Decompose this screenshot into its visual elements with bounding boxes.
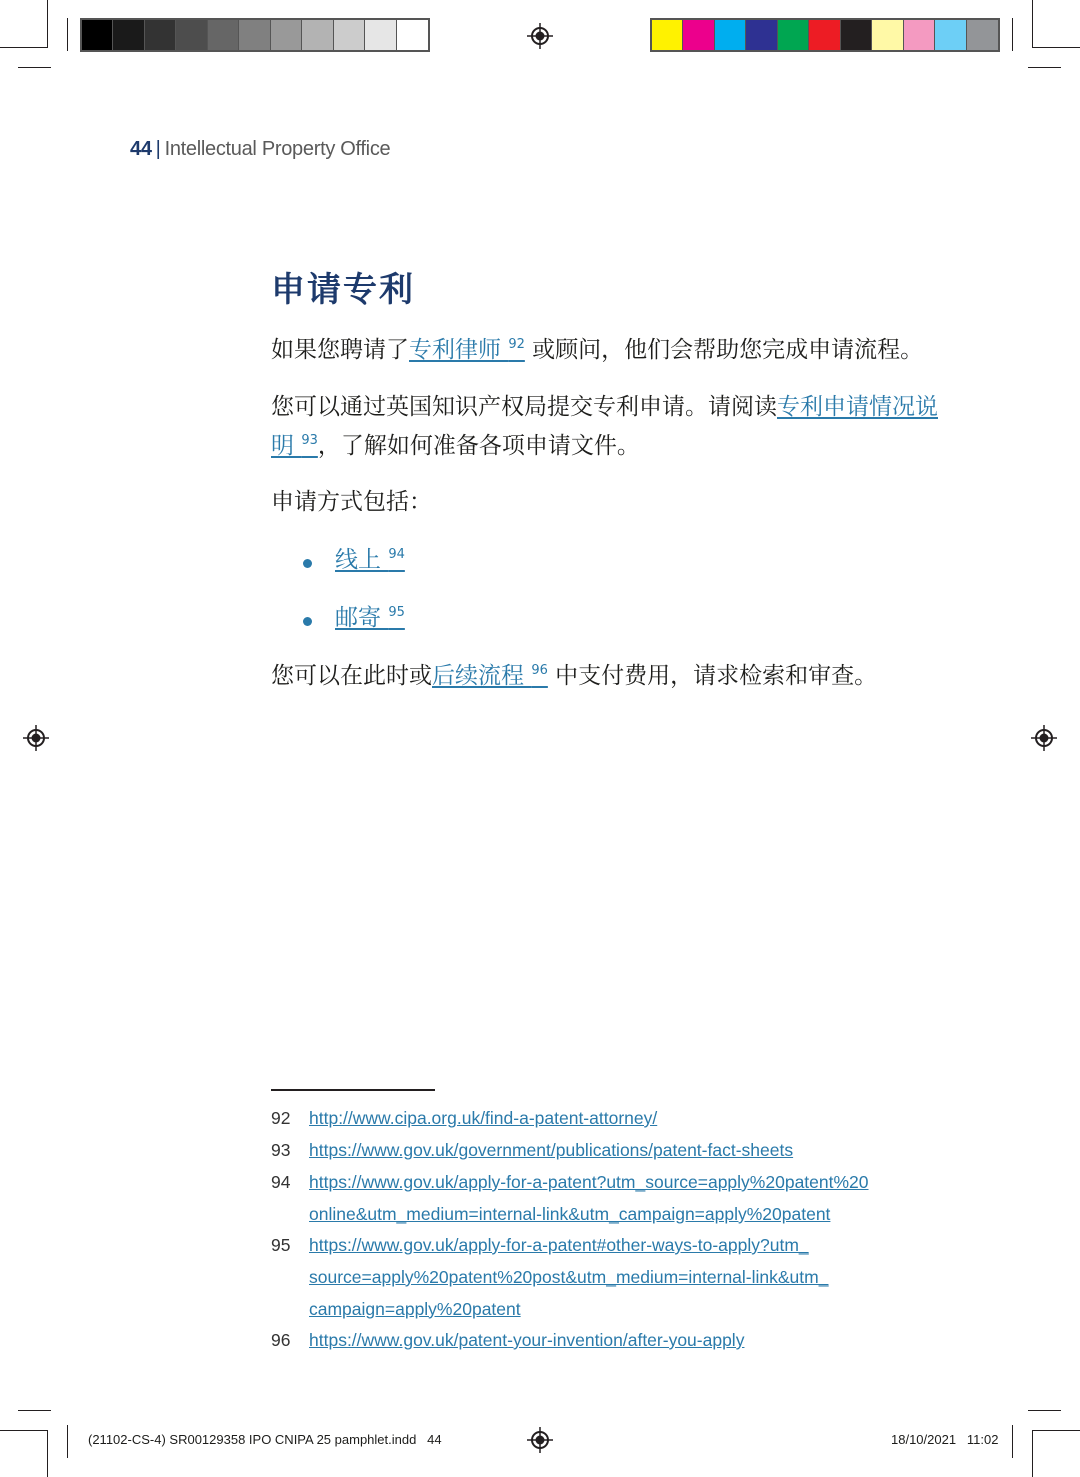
page-number: 44 xyxy=(130,138,152,160)
paragraph-attorney xyxy=(271,331,961,370)
footnote-number: 96 xyxy=(271,1330,291,1350)
slug-timestamp xyxy=(891,1432,999,1447)
process-color-swatch xyxy=(715,20,746,50)
paragraph-methods-intro: 申请方式包括： xyxy=(271,489,432,515)
registration-mark-icon xyxy=(1031,725,1057,751)
running-header xyxy=(130,138,390,161)
bullet-icon xyxy=(303,617,312,626)
footnote-93 xyxy=(271,1135,793,1167)
grayscale-swatch xyxy=(145,20,176,50)
grayscale-swatch xyxy=(82,20,113,50)
footnote-95 xyxy=(271,1230,828,1325)
header-separator: | xyxy=(155,138,161,160)
process-color-swatch xyxy=(778,20,809,50)
slug-date: 18/10/2021 xyxy=(891,1432,957,1447)
process-color-swatch xyxy=(841,20,872,50)
process-color-swatch xyxy=(904,20,935,50)
footnote-ref[interactable]: 95 xyxy=(388,605,405,620)
grayscale-swatch xyxy=(208,20,239,50)
footnote-number: 95 xyxy=(271,1235,291,1255)
text: 您可以在此时或 xyxy=(271,663,432,689)
process-color-bar xyxy=(650,18,1000,52)
grayscale-swatch xyxy=(334,20,365,50)
footnote-number: 93 xyxy=(271,1140,291,1160)
footnote-ref[interactable]: 93 xyxy=(301,433,318,448)
registration-mark-icon xyxy=(527,23,553,49)
grayscale-swatch xyxy=(176,20,207,50)
footnote-92 xyxy=(271,1103,657,1135)
registration-mark-icon xyxy=(527,1427,553,1453)
process-color-swatch xyxy=(967,20,998,50)
text: 中支付费用，请求检索和审查。 xyxy=(555,663,878,689)
apply-by-post-link[interactable]: 邮寄 $^{95}$ xyxy=(335,605,405,631)
footnote-ref[interactable]: 94 xyxy=(388,547,405,562)
footnote-url[interactable]: https://www.gov.uk/apply-for-a-patent?utm_source=apply%20patent%20 xyxy=(309,1172,869,1192)
process-color-swatch xyxy=(809,20,840,50)
footnote-number: 94 xyxy=(271,1172,291,1192)
publisher-title: Intellectual Property Office xyxy=(164,138,391,160)
text: 或顾问，他们会帮助您完成申请流程。 xyxy=(532,337,924,363)
footnote-url[interactable]: http://www.cipa.org.uk/find-a-patent-attorney/ xyxy=(309,1108,658,1128)
after-you-apply-link[interactable]: 后续流程 $^{96}$ xyxy=(432,663,548,689)
grayscale-swatch xyxy=(302,20,333,50)
footnote-divider xyxy=(271,1089,435,1091)
footnote-url[interactable]: https://www.gov.uk/patent-your-invention/after-you-apply xyxy=(309,1330,745,1350)
footnote-number: 92 xyxy=(271,1108,291,1128)
grayscale-swatch xyxy=(365,20,396,50)
slug-time: 11:02 xyxy=(966,1432,999,1447)
text: 您可以通过英国知识产权局提交专利申请。请阅读 xyxy=(271,394,777,420)
footnote-96 xyxy=(271,1325,744,1357)
footnote-url[interactable]: https://www.gov.uk/apply-for-a-patent#other-ways-to-apply?utm_ xyxy=(309,1235,809,1255)
bullet-icon xyxy=(303,559,312,568)
footnote-url-continued[interactable]: online&utm_medium=internal-link&utm_campaign=apply%20patent xyxy=(309,1203,831,1224)
process-color-swatch xyxy=(872,20,903,50)
process-color-swatch xyxy=(746,20,777,50)
list-item-post xyxy=(335,599,405,638)
footnote-url[interactable]: https://www.gov.uk/government/publications/patent-fact-sheets xyxy=(309,1140,794,1160)
patent-fact-sheets-link[interactable]: 专利申请情况说 明 $^{93}$ xyxy=(271,394,938,459)
text: 如果您聘请了 xyxy=(271,337,409,363)
footnote-url-continued[interactable]: source=apply%20patent%20post&utm_medium=internal-link&utm_ xyxy=(309,1266,829,1287)
footnote-url-continued[interactable]: campaign=apply%20patent xyxy=(309,1298,521,1319)
paragraph-fees xyxy=(271,657,961,696)
slug-page: 44 xyxy=(427,1432,442,1447)
grayscale-swatch xyxy=(271,20,302,50)
process-color-swatch xyxy=(935,20,966,50)
apply-online-link[interactable]: 线上 $^{94}$ xyxy=(335,547,405,573)
grayscale-swatch xyxy=(113,20,144,50)
grayscale-swatch xyxy=(239,20,270,50)
grayscale-swatch xyxy=(397,20,428,50)
text: ，了解如何准备各项申请文件。 xyxy=(317,433,640,459)
footnote-94 xyxy=(271,1167,869,1231)
process-color-swatch xyxy=(652,20,683,50)
slug-filename: (21102-CS-4) SR00129358 IPO CNIPA 25 pamphlet.indd xyxy=(88,1432,417,1447)
section-title: 申请专利 xyxy=(271,270,415,310)
paragraph-fact-sheets xyxy=(271,388,961,466)
footnote-ref[interactable]: 92 xyxy=(508,337,525,352)
list-item-online xyxy=(335,541,405,580)
process-color-swatch xyxy=(683,20,714,50)
registration-mark-icon xyxy=(23,725,49,751)
patent-attorney-link[interactable]: 专利律师 $^{92}$ xyxy=(409,337,525,363)
grayscale-color-bar xyxy=(80,18,430,52)
footnote-ref[interactable]: 96 xyxy=(531,663,548,678)
slug-file-info xyxy=(88,1432,442,1447)
